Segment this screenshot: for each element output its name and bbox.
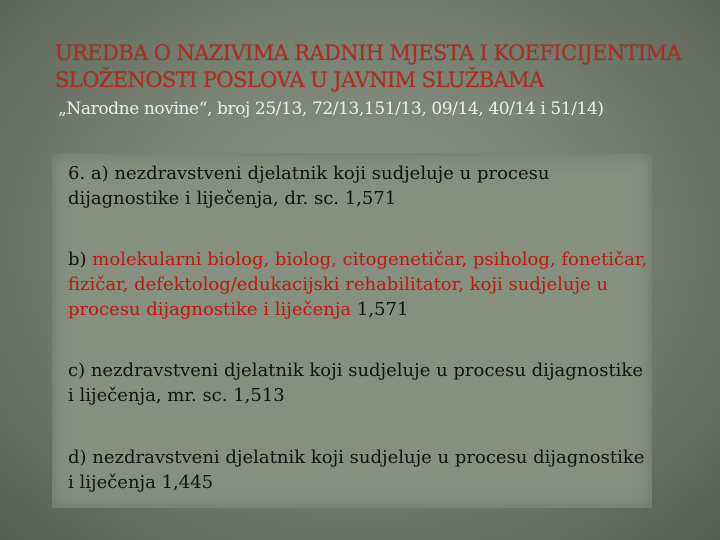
content-box	[52, 153, 652, 508]
slide-title: UREDBA O NAZIVIMA RADNIH MJESTA I KOEFICIJENTIMA SLOŽENOSTI POSLOVA U JAVNIM SLUŽBAMA	[55, 41, 682, 92]
list-item-d: d) nezdravstveni djelatnik koji sudjeluje u procesu dijagnostike i liječenja 1,445	[68, 447, 645, 493]
list-item-b-prefix: b)	[68, 249, 93, 270]
list-item-b	[68, 247, 648, 322]
list-item-b-value: 1,571	[351, 299, 409, 320]
slide-subtitle: „Narodne novine“, broj 25/13, 72/13,151/13, 09/14, 40/14 i 51/14)	[58, 99, 604, 119]
list-item-b-highlight: molekularni biolog, biolog, citogenetičar, psiholog, fonetičar, fizičar, defektolog/edukacijski rehabilitator, koji sudjeluje u procesu dijagnostike i liječenja	[68, 249, 648, 320]
list-item-a: 6. a) nezdravstveni djelatnik koji sudjeluje u procesu dijagnostike i liječenja, dr. sc. 1,571	[68, 163, 550, 209]
list-item-c: c) nezdravstveni djelatnik koji sudjeluje u procesu dijagnostike i liječenja, mr. sc. 1,513	[68, 360, 643, 406]
